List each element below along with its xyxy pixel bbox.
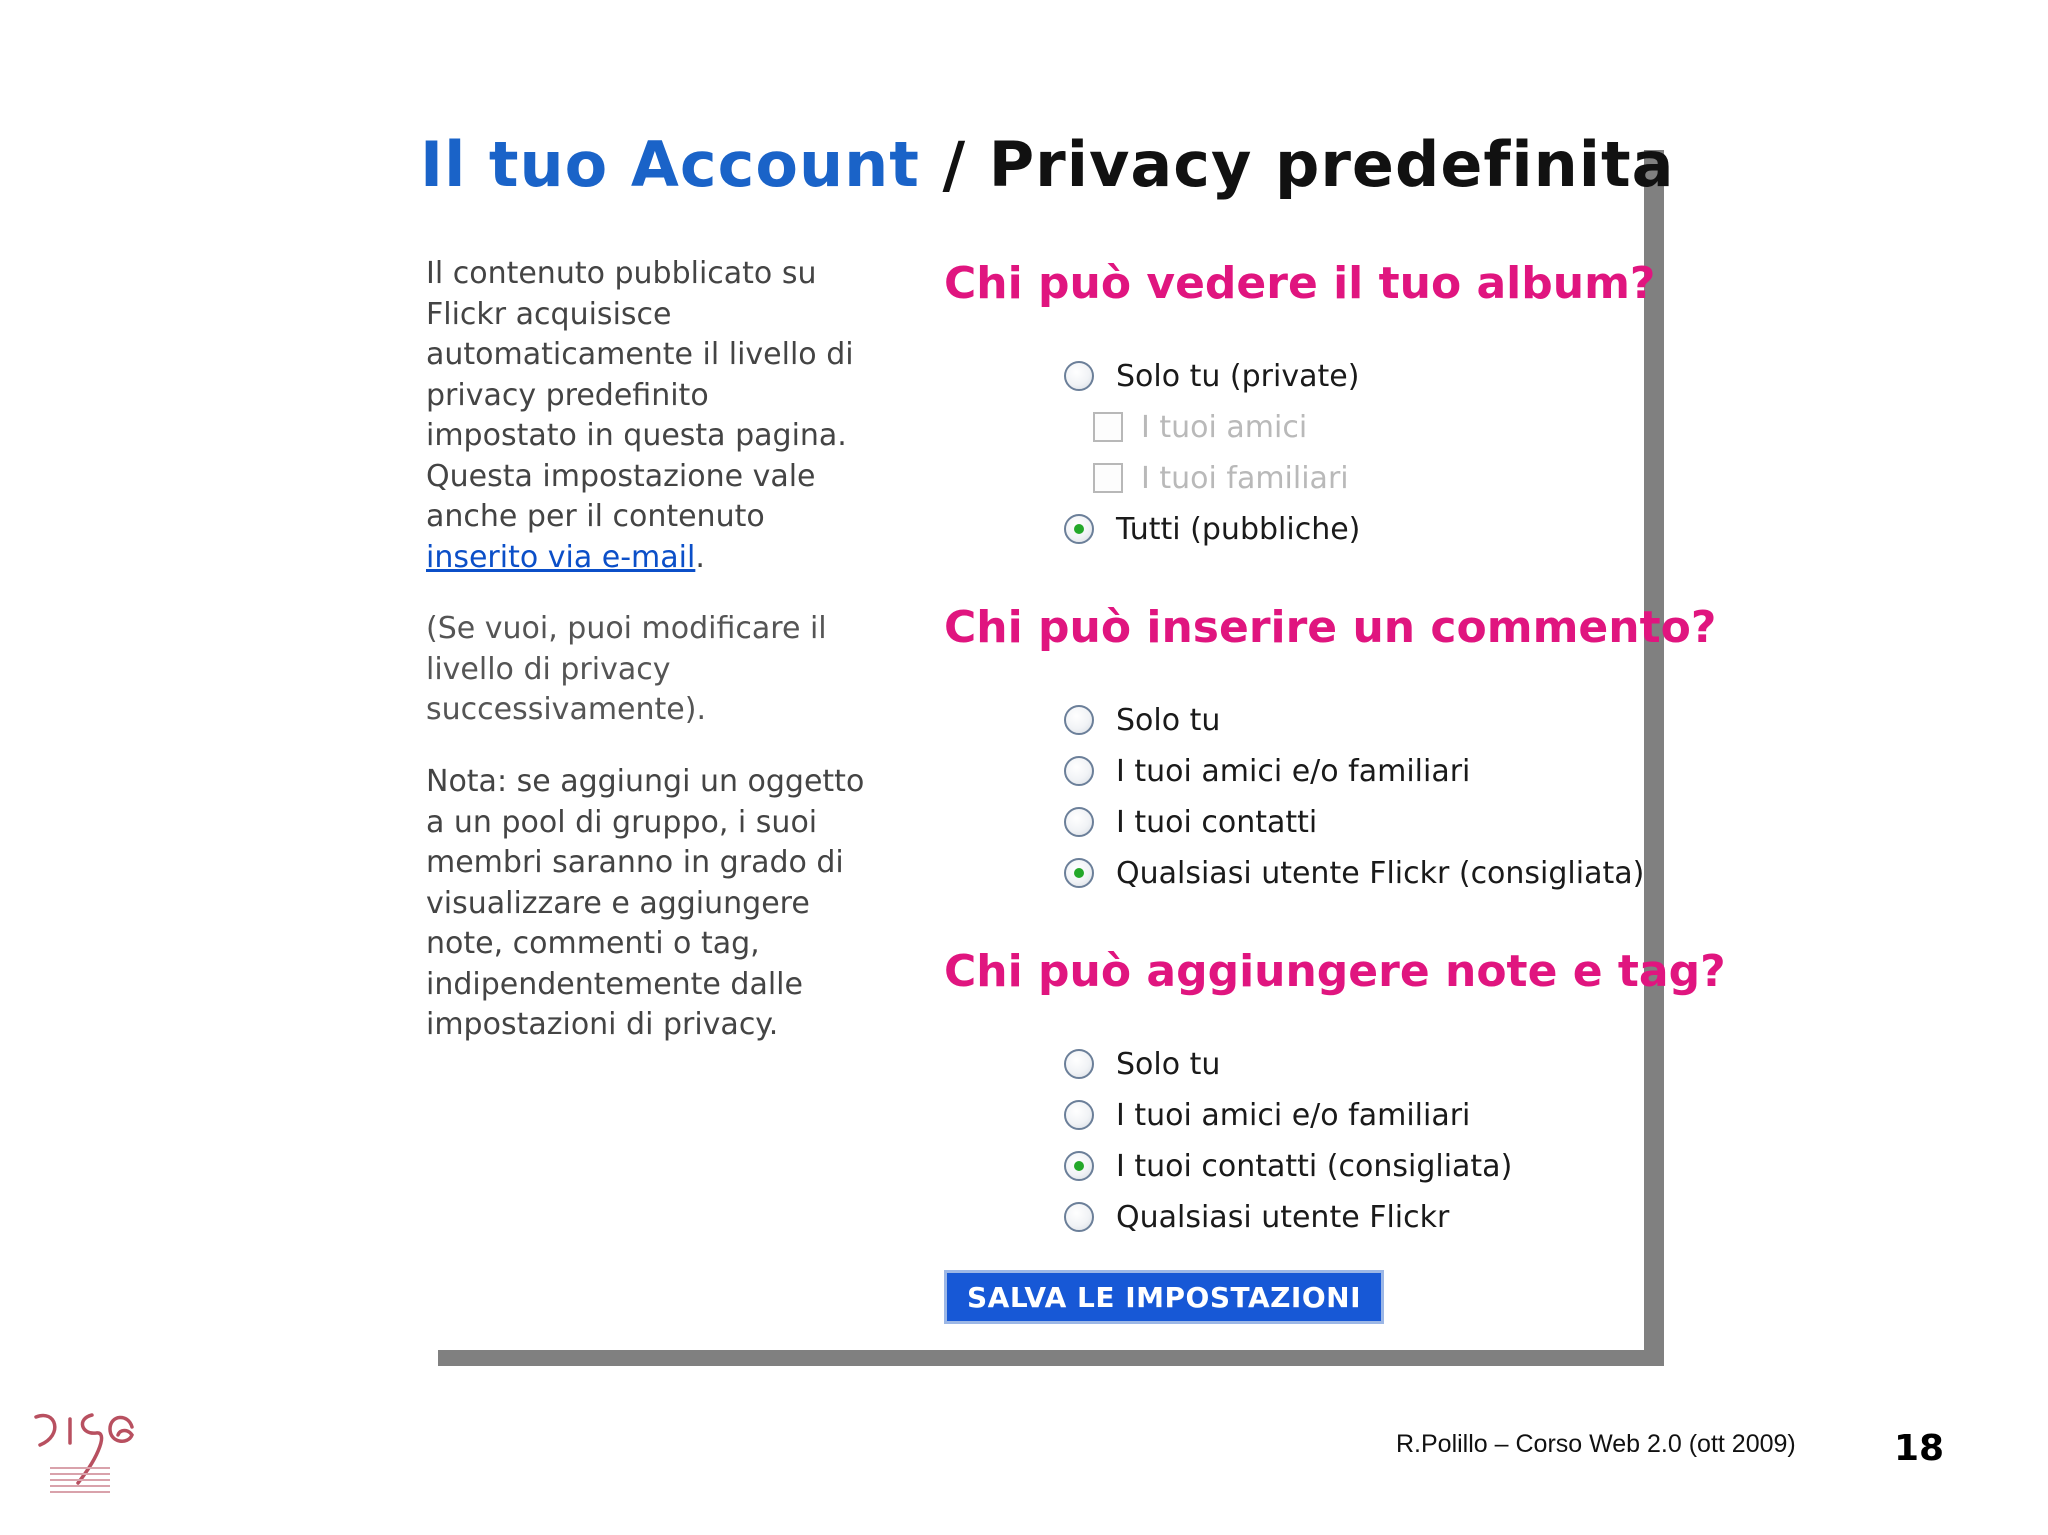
email-upload-link[interactable]: inserito via e-mail bbox=[426, 539, 696, 575]
option-label: I tuoi amici bbox=[1141, 409, 1308, 445]
diseco-logo-icon bbox=[30, 1405, 140, 1505]
radio-button-selected[interactable] bbox=[1064, 514, 1094, 544]
option-label: Solo tu bbox=[1116, 1046, 1221, 1082]
page-number: 18 bbox=[1894, 1428, 1945, 1469]
radio-button[interactable] bbox=[1064, 807, 1094, 837]
notes-option-friends-family[interactable] bbox=[1064, 1093, 1470, 1137]
description-text: Il contenuto pubblicato su Flickr acquisisce automaticamente il livello di privacy predefinito impostato in questa pagina. Questa impostazione vale anche per il contenuto bbox=[426, 256, 854, 534]
title-account-link[interactable]: Il tuo Account bbox=[420, 128, 920, 201]
option-label: I tuoi contatti (consigliata) bbox=[1116, 1148, 1513, 1184]
option-label: Solo tu bbox=[1116, 702, 1221, 738]
comment-option-friends-family[interactable] bbox=[1064, 749, 1470, 793]
view-option-friends[interactable] bbox=[1093, 405, 1307, 449]
comment-option-any-user[interactable] bbox=[1064, 851, 1644, 895]
comment-option-only-you[interactable] bbox=[1064, 698, 1220, 742]
notes-option-contacts[interactable] bbox=[1064, 1144, 1512, 1188]
radio-button-selected[interactable] bbox=[1064, 1151, 1094, 1181]
save-settings-button[interactable]: SALVA LE IMPOSTAZIONI bbox=[944, 1270, 1384, 1324]
description-group-note: Nota: se aggiungi un oggetto a un pool di gruppo, i suoi membri saranno in grado di visualizzare e aggiungere note, commenti o tag, indipendentemente dalle impostazioni di privacy. bbox=[426, 764, 865, 1042]
view-option-private[interactable] bbox=[1064, 354, 1359, 398]
radio-button[interactable] bbox=[1064, 1100, 1094, 1130]
comment-question: Chi può inserire un commento? bbox=[944, 602, 1717, 653]
option-label: I tuoi contatti bbox=[1116, 804, 1318, 840]
description-modify-later: (Se vuoi, puoi modificare il livello di privacy successivamente). bbox=[426, 611, 827, 727]
option-label: I tuoi familiari bbox=[1141, 460, 1349, 496]
radio-button-selected[interactable] bbox=[1064, 858, 1094, 888]
radio-button[interactable] bbox=[1064, 1202, 1094, 1232]
checkbox[interactable] bbox=[1093, 463, 1123, 493]
view-option-public[interactable] bbox=[1064, 507, 1360, 551]
option-label: I tuoi amici e/o familiari bbox=[1116, 1097, 1471, 1133]
option-label: Qualsiasi utente Flickr bbox=[1116, 1199, 1450, 1235]
page-title bbox=[420, 128, 1675, 201]
notes-option-any-user[interactable] bbox=[1064, 1195, 1449, 1239]
radio-button[interactable] bbox=[1064, 1049, 1094, 1079]
view-option-family[interactable] bbox=[1093, 456, 1349, 500]
option-label: Solo tu (private) bbox=[1116, 358, 1360, 394]
option-label: I tuoi amici e/o familiari bbox=[1116, 753, 1471, 789]
title-page: Privacy predefinita bbox=[988, 128, 1675, 201]
notes-tags-question: Chi può aggiungere note e tag? bbox=[944, 946, 1726, 997]
description-end: . bbox=[695, 539, 705, 575]
radio-button[interactable] bbox=[1064, 361, 1094, 391]
comment-option-contacts[interactable] bbox=[1064, 800, 1317, 844]
title-separator: / bbox=[919, 128, 989, 201]
radio-button[interactable] bbox=[1064, 756, 1094, 786]
checkbox[interactable] bbox=[1093, 412, 1123, 442]
view-album-question: Chi può vedere il tuo album? bbox=[944, 258, 1656, 309]
option-label: Tutti (pubbliche) bbox=[1116, 511, 1361, 547]
notes-option-only-you[interactable] bbox=[1064, 1042, 1220, 1086]
option-label: Qualsiasi utente Flickr (consigliata) bbox=[1116, 855, 1645, 891]
description-auto-privacy bbox=[426, 254, 866, 578]
footer-credit: R.Polillo – Corso Web 2.0 (ott 2009) bbox=[1396, 1430, 1796, 1458]
radio-button[interactable] bbox=[1064, 705, 1094, 735]
